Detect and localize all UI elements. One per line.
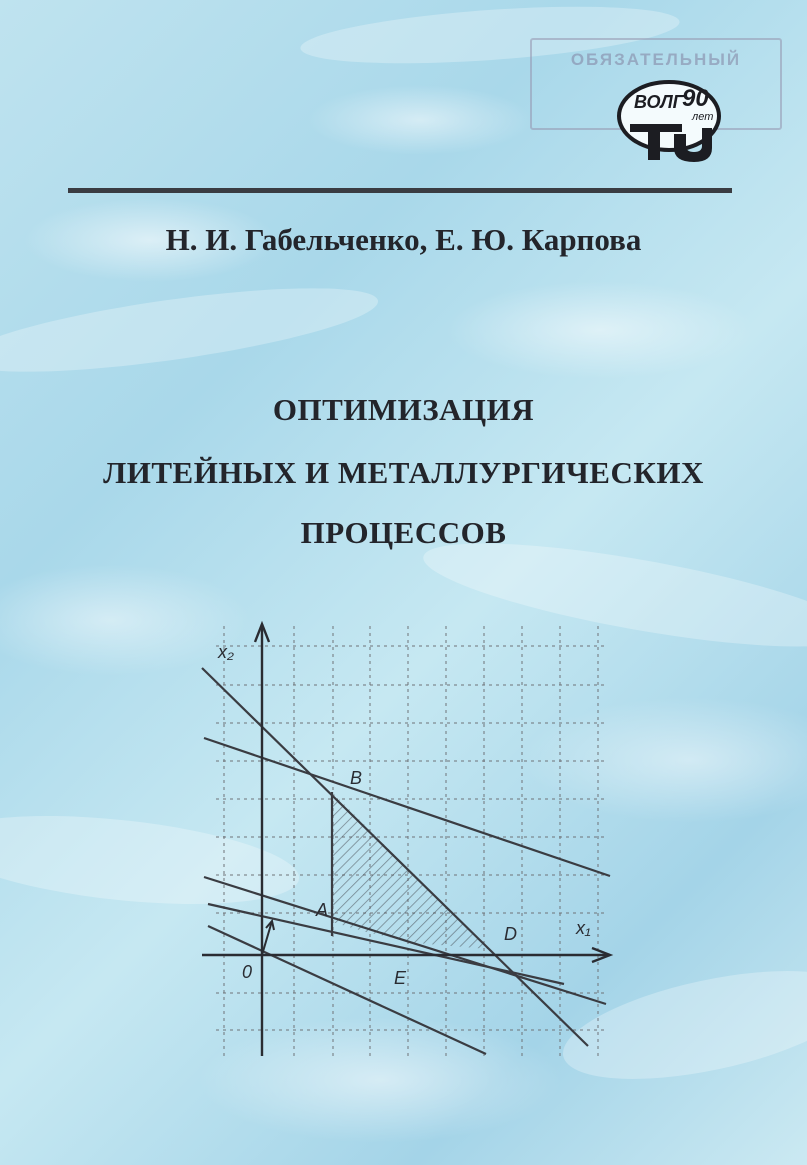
axes	[202, 624, 610, 1056]
svg-text:90: 90	[682, 85, 709, 112]
axis-y-label: x₂	[218, 642, 234, 662]
point-label-e: E	[394, 968, 407, 988]
stamp-text: ОБЯЗАТЕЛЬНЫЙ	[570, 50, 742, 69]
title-line-1: ОПТИМИЗАЦИЯ	[272, 392, 535, 427]
point-label-d: D	[504, 924, 517, 944]
axis-x-label: x₁	[576, 918, 591, 938]
title-line-2: ЛИТЕЙНЫХ И МЕТАЛЛУРГИЧЕСКИХ	[103, 455, 704, 490]
grid	[216, 626, 606, 1056]
constraint-line-2	[204, 738, 610, 876]
authors: Н. И. Габельченко, Е. Ю. Карпова	[165, 222, 642, 257]
svg-text:ВОЛГ: ВОЛГ	[634, 92, 684, 112]
university-logo	[612, 72, 727, 167]
point-label-origin: 0	[242, 962, 253, 982]
linear-programming-diagram	[196, 616, 620, 1060]
point-label-b: B	[350, 768, 363, 788]
title-line-3: ПРОЦЕССОВ	[300, 515, 507, 550]
constraint-line-1	[202, 668, 588, 1046]
top-rule	[68, 188, 732, 193]
constraint-lines	[202, 668, 610, 1054]
svg-text:лет: лет	[692, 111, 714, 123]
point-label-a: A	[316, 900, 329, 920]
background-ribbon	[0, 271, 382, 389]
